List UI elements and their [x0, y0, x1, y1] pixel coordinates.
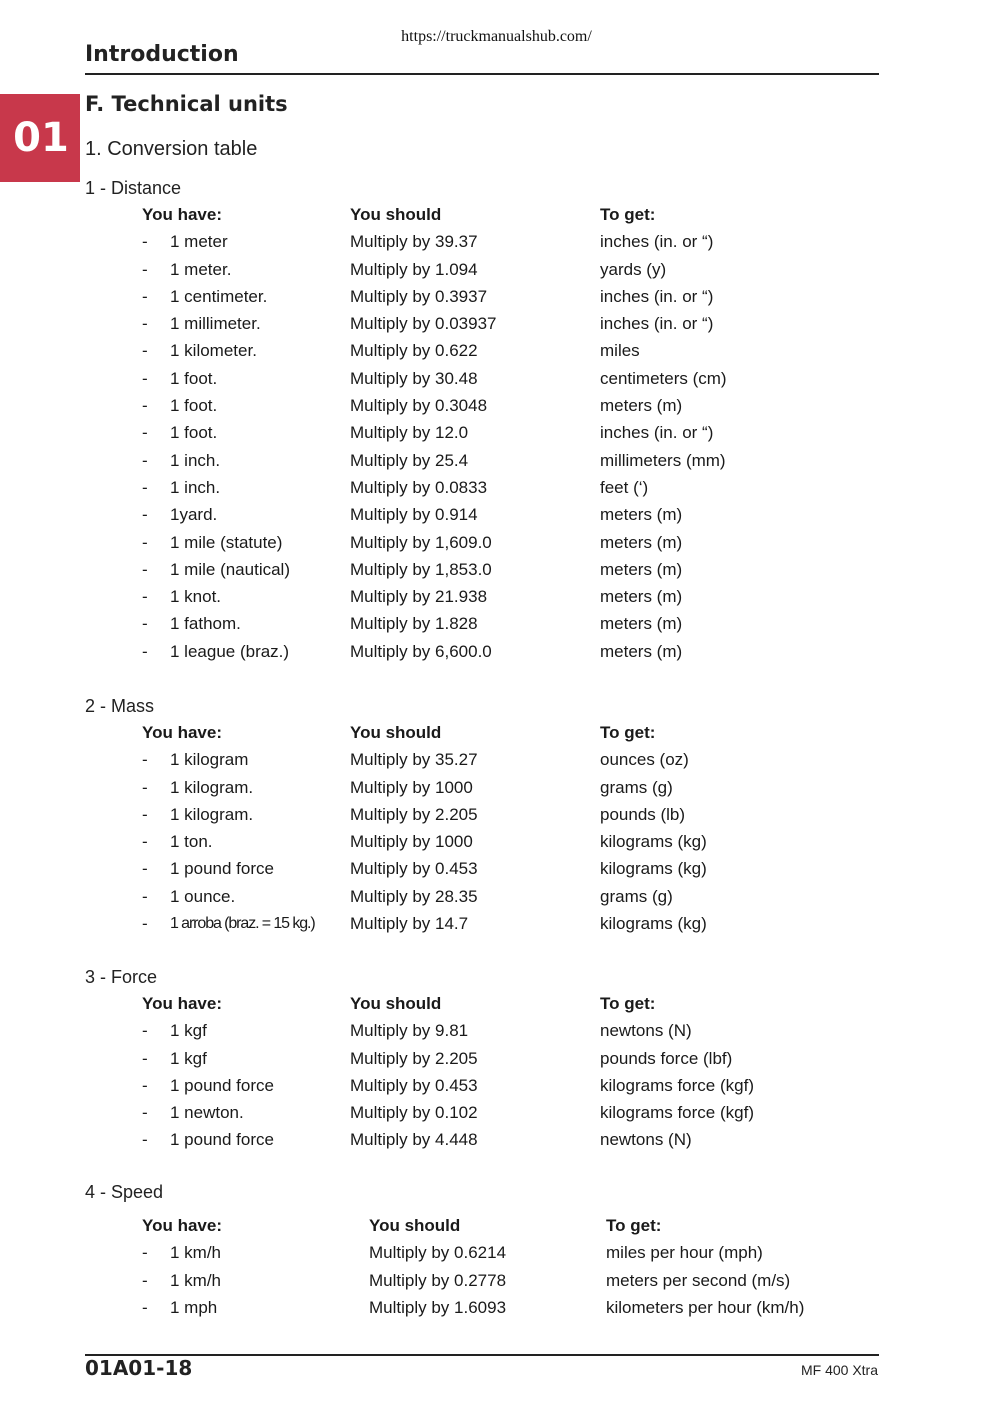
cell-have: 1 inch. — [170, 477, 221, 497]
cell-have: 1 arroba (braz. = 15 kg.) — [170, 915, 315, 933]
cell-should: Multiply by 14.7 — [350, 914, 469, 934]
cell-get: yards (y) — [600, 259, 667, 279]
cell-should: Multiply by 1.828 — [350, 614, 478, 634]
group-title: 4 - Speed — [85, 1182, 164, 1202]
cell-get: inches (in. or “) — [600, 314, 714, 334]
cell-have: 1 kilogram. — [170, 804, 254, 824]
cell-should: Multiply by 0.453 — [350, 859, 478, 879]
cell-get: kilograms (kg) — [600, 914, 707, 934]
column-header-have: You have: — [142, 205, 222, 224]
table-row — [142, 1294, 879, 1321]
cell-have: 1 km/h — [170, 1243, 222, 1263]
conversion-table — [142, 1212, 879, 1321]
cell-have: 1 centimeter. — [170, 286, 268, 306]
table-row — [142, 883, 879, 910]
cell-should: Multiply by 0.03937 — [350, 314, 497, 334]
table-row — [142, 447, 879, 474]
cell-have: 1 newton. — [170, 1103, 244, 1123]
row-bullet: - — [142, 750, 148, 770]
column-header-have: You have: — [142, 1216, 222, 1235]
footer-divider — [85, 1354, 879, 1356]
cell-should: Multiply by 0.914 — [350, 505, 478, 525]
table-row — [142, 801, 879, 828]
cell-have: 1 inch. — [170, 450, 221, 470]
column-header-should: You should — [350, 205, 442, 224]
model-name: MF 400 Xtra — [800, 1362, 878, 1378]
row-bullet: - — [142, 1048, 148, 1068]
cell-should: Multiply by 28.35 — [350, 886, 478, 906]
conversion-table — [142, 719, 879, 937]
cell-have: 1 pound force — [170, 859, 274, 879]
table-header-row — [142, 201, 879, 228]
group-title: 2 - Mass — [85, 696, 155, 716]
cell-have: 1 ounce. — [170, 886, 236, 906]
cell-have: 1yard. — [170, 505, 218, 525]
table-row — [142, 337, 879, 364]
cell-get: meters (m) — [600, 532, 683, 552]
cell-have: 1 millimeter. — [170, 314, 261, 334]
cell-get: inches (in. or “) — [600, 286, 714, 306]
cell-get: meters (m) — [600, 396, 683, 416]
cell-get: kilograms force (kgf) — [600, 1075, 754, 1095]
row-bullet: - — [142, 368, 148, 388]
cell-get: centimeters (cm) — [600, 368, 727, 388]
table-row — [142, 419, 879, 446]
table-row — [142, 501, 879, 528]
row-bullet: - — [142, 1130, 148, 1150]
table-row — [142, 1239, 879, 1266]
row-bullet: - — [142, 477, 148, 497]
table-row — [142, 556, 879, 583]
table-row — [142, 1267, 879, 1294]
cell-should: Multiply by 2.205 — [350, 1048, 478, 1068]
cell-have: 1 kgf — [170, 1021, 207, 1041]
row-bullet: - — [142, 396, 148, 416]
column-header-have: You have: — [142, 723, 222, 742]
cell-should: Multiply by 25.4 — [350, 450, 469, 470]
row-bullet: - — [142, 641, 148, 661]
cell-should: Multiply by 0.102 — [350, 1103, 478, 1123]
header-divider — [85, 73, 879, 75]
cell-should: Multiply by 0.0833 — [350, 477, 488, 497]
row-bullet: - — [142, 614, 148, 634]
cell-have: 1 km/h — [170, 1270, 222, 1290]
cell-have: 1 pound force — [170, 1130, 274, 1150]
row-bullet: - — [142, 1297, 148, 1317]
page-code: 01A01-18 — [85, 1356, 193, 1380]
table-row — [142, 638, 879, 665]
table-row — [142, 1045, 879, 1072]
row-bullet: - — [142, 804, 148, 824]
row-bullet: - — [142, 777, 148, 797]
cell-should: Multiply by 30.48 — [350, 368, 478, 388]
table-row — [142, 365, 879, 392]
row-bullet: - — [142, 505, 148, 525]
column-header-get: To get: — [600, 723, 656, 742]
cell-should: Multiply by 1.6093 — [369, 1297, 507, 1317]
cell-should: Multiply by 1000 — [350, 777, 473, 797]
cell-get: miles — [600, 341, 640, 361]
section-title: F. Technical units — [85, 92, 288, 116]
table-row — [142, 1017, 879, 1044]
cell-get: kilograms force (kgf) — [600, 1103, 754, 1123]
row-bullet: - — [142, 587, 148, 607]
column-header-get: To get: — [606, 1216, 662, 1235]
table-row — [142, 392, 879, 419]
cell-should: Multiply by 1000 — [350, 832, 473, 852]
row-bullet: - — [142, 914, 148, 934]
cell-have: 1 mph — [170, 1297, 218, 1317]
cell-should: Multiply by 0.2778 — [369, 1270, 507, 1290]
row-bullet: - — [142, 259, 148, 279]
row-bullet: - — [142, 1243, 148, 1263]
cell-should: Multiply by 1.094 — [350, 259, 478, 279]
column-header-should: You should — [350, 994, 442, 1013]
cell-get: inches (in. or “) — [600, 423, 714, 443]
cell-get: meters (m) — [600, 614, 683, 634]
mass-group — [85, 693, 879, 937]
cell-get: feet (‘) — [600, 477, 649, 497]
table-row — [142, 774, 879, 801]
cell-should: Multiply by 4.448 — [350, 1130, 478, 1150]
cell-have: 1 foot. — [170, 368, 218, 388]
row-bullet: - — [142, 532, 148, 552]
table-row — [142, 583, 879, 610]
subsection-title: 1. Conversion table — [85, 138, 258, 160]
column-header-should: You should — [369, 1216, 461, 1235]
cell-should: Multiply by 12.0 — [350, 423, 469, 443]
cell-should: Multiply by 1,609.0 — [350, 532, 492, 552]
cell-get: meters (m) — [600, 505, 683, 525]
cell-get: meters per second (m/s) — [606, 1270, 791, 1290]
row-bullet: - — [142, 450, 148, 470]
cell-should: Multiply by 1,853.0 — [350, 559, 492, 579]
cell-have: 1 meter. — [170, 259, 232, 279]
cell-should: Multiply by 39.37 — [350, 232, 478, 252]
cell-get: miles per hour (mph) — [606, 1243, 763, 1263]
cell-should: Multiply by 35.27 — [350, 750, 478, 770]
row-bullet: - — [142, 832, 148, 852]
cell-should: Multiply by 2.205 — [350, 804, 478, 824]
row-bullet: - — [142, 1075, 148, 1095]
row-bullet: - — [142, 232, 148, 252]
cell-get: kilometers per hour (km/h) — [606, 1297, 805, 1317]
table-row — [142, 1072, 879, 1099]
table-row — [142, 828, 879, 855]
table-row — [142, 855, 879, 882]
cell-should: Multiply by 0.622 — [350, 341, 478, 361]
cell-get: grams (g) — [600, 886, 673, 906]
cell-get: newtons (N) — [600, 1130, 692, 1150]
row-bullet: - — [142, 286, 148, 306]
cell-get: pounds (lb) — [600, 804, 686, 824]
table-row — [142, 610, 879, 637]
cell-should: Multiply by 9.81 — [350, 1021, 469, 1041]
table-row — [142, 474, 879, 501]
force-group — [85, 964, 879, 1154]
row-bullet: - — [142, 341, 148, 361]
table-header-row — [142, 719, 879, 746]
table-header-row — [142, 990, 879, 1017]
conversion-table — [142, 201, 879, 665]
cell-get: grams (g) — [600, 777, 673, 797]
cell-have: 1 league (braz.) — [170, 641, 290, 661]
page-header-title: Introduction — [85, 42, 239, 67]
group-title: 1 - Distance — [85, 178, 182, 198]
speed-group — [85, 1179, 879, 1321]
cell-get: millimeters (mm) — [600, 450, 726, 470]
row-bullet: - — [142, 886, 148, 906]
cell-get: meters (m) — [600, 559, 683, 579]
cell-have: 1 knot. — [170, 587, 222, 607]
cell-have: 1 mile (statute) — [170, 532, 283, 552]
row-bullet: - — [142, 559, 148, 579]
distance-group — [85, 175, 879, 665]
row-bullet: - — [142, 314, 148, 334]
cell-have: 1 ton. — [170, 832, 213, 852]
cell-should: Multiply by 6,600.0 — [350, 641, 492, 661]
cell-get: newtons (N) — [600, 1021, 692, 1041]
cell-should: Multiply by 0.453 — [350, 1075, 478, 1095]
table-row — [142, 256, 879, 283]
row-bullet: - — [142, 1270, 148, 1290]
cell-have: 1 kilogram. — [170, 777, 254, 797]
cell-have: 1 pound force — [170, 1075, 274, 1095]
conversion-table — [142, 990, 879, 1154]
table-row — [142, 310, 879, 337]
column-header-have: You have: — [142, 994, 222, 1013]
table-row — [142, 910, 879, 937]
row-bullet: - — [142, 1021, 148, 1041]
table-row — [142, 1099, 879, 1126]
cell-should: Multiply by 0.6214 — [369, 1243, 507, 1263]
row-bullet: - — [142, 1103, 148, 1123]
cell-have: 1 kgf — [170, 1048, 207, 1068]
table-row — [142, 283, 879, 310]
cell-have: 1 kilogram — [170, 750, 249, 770]
table-row — [142, 746, 879, 773]
cell-should: Multiply by 21.938 — [350, 587, 488, 607]
cell-get: kilograms (kg) — [600, 832, 707, 852]
cell-get: ounces (oz) — [600, 750, 689, 770]
cell-get: kilograms (kg) — [600, 859, 707, 879]
cell-get: pounds force (lbf) — [600, 1048, 733, 1068]
cell-get: meters (m) — [600, 587, 683, 607]
cell-have: 1 mile (nautical) — [170, 559, 290, 579]
cell-have: 1 fathom. — [170, 614, 241, 634]
table-row — [142, 228, 879, 255]
row-bullet: - — [142, 859, 148, 879]
column-header-should: You should — [350, 723, 442, 742]
cell-have: 1 meter — [170, 232, 228, 252]
cell-should: Multiply by 0.3937 — [350, 286, 488, 306]
cell-get: meters (m) — [600, 641, 683, 661]
table-row — [142, 529, 879, 556]
column-header-get: To get: — [600, 994, 656, 1013]
source-url: https://truckmanualshub.com/ — [401, 28, 592, 45]
chapter-tab: 01 — [0, 94, 80, 182]
group-title: 3 - Force — [85, 967, 158, 987]
row-bullet: - — [142, 423, 148, 443]
table-row — [142, 1126, 879, 1153]
column-header-get: To get: — [600, 205, 656, 224]
cell-have: 1 foot. — [170, 396, 218, 416]
cell-have: 1 foot. — [170, 423, 218, 443]
cell-should: Multiply by 0.3048 — [350, 396, 488, 416]
cell-get: inches (in. or “) — [600, 232, 714, 252]
cell-have: 1 kilometer. — [170, 341, 257, 361]
table-header-row — [142, 1212, 879, 1239]
